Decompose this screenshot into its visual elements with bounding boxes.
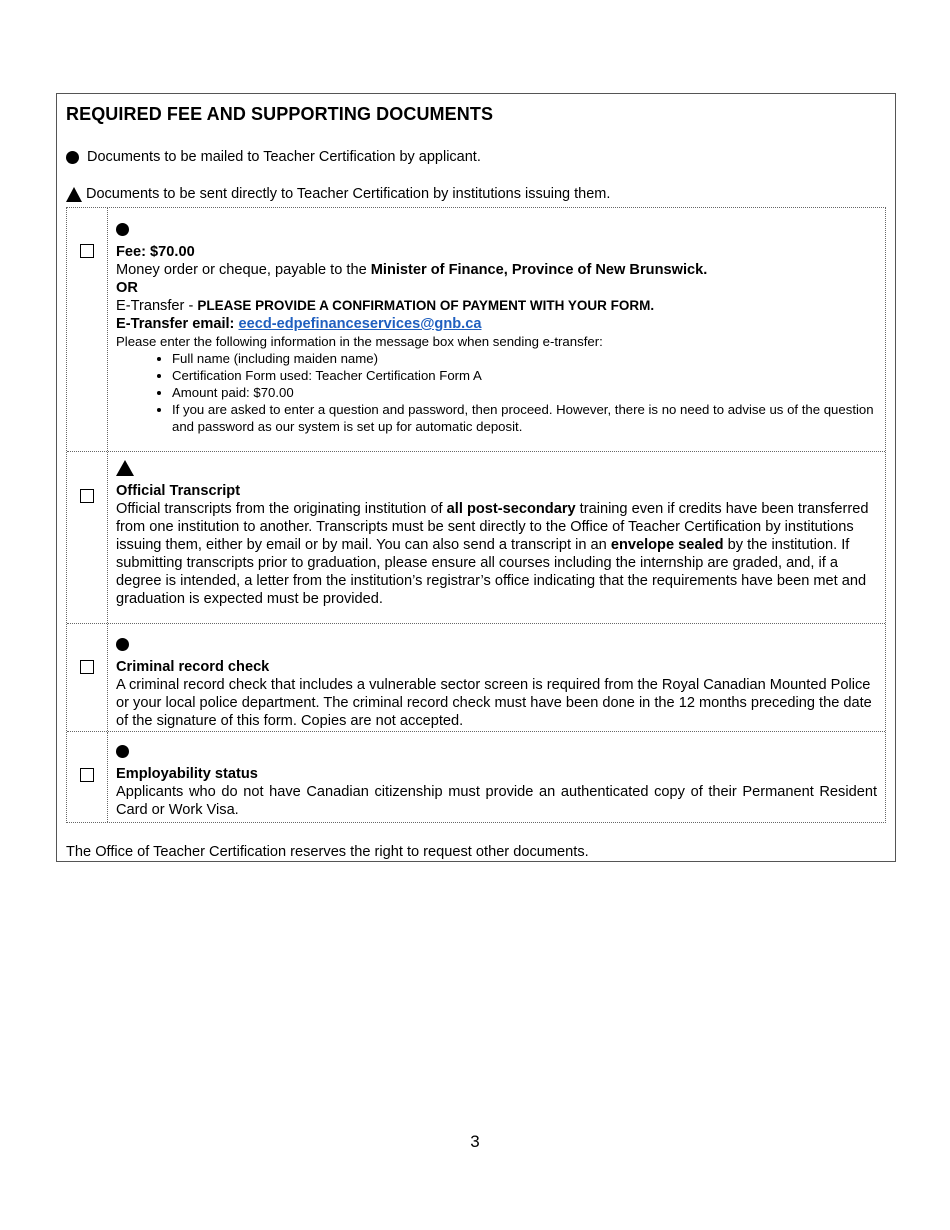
circle-icon — [66, 151, 79, 164]
section-title: REQUIRED FEE AND SUPPORTING DOCUMENTS — [66, 104, 494, 124]
circle-icon — [116, 223, 129, 236]
checkbox-cell — [67, 732, 108, 822]
fee-payee: Minister of Finance, Province of New Brunswick. — [370, 262, 708, 278]
criminal-content — [108, 624, 885, 731]
criminal-heading: Criminal record check — [116, 659, 270, 675]
list-item: • If you are asked to enter a question and password, then proceed. However, there is no need to advise us of the question and password as our system is set up for automatic deposit. — [172, 401, 877, 435]
fee-payment-line — [116, 261, 877, 279]
legend-mailed-text: Documents to be mailed to Teacher Certification by applicant. — [87, 149, 481, 165]
transcript-body — [116, 500, 877, 608]
criminal-body: A criminal record check that includes a vulnerable sector screen is required from the Royal Canadian Mounted Police or your local police department. The criminal record check must have been done in the 12 months preceding the date of the signature of this form. Copies are not accepted. — [116, 677, 872, 729]
fee-or: OR — [116, 280, 138, 296]
legend-mailed — [66, 149, 481, 165]
triangle-icon — [66, 187, 82, 202]
etransfer-email-line — [116, 315, 877, 333]
fee-content — [108, 208, 885, 451]
list-item: • Certification Form used: Teacher Certification Form A — [172, 367, 877, 384]
table-row-employability — [67, 732, 885, 822]
etransfer-instruction: Please enter the following information in the message box when sending e-transfer: — [116, 334, 603, 349]
transcript-checkbox[interactable] — [80, 489, 94, 503]
list-item: • Amount paid: $70.00 — [172, 384, 877, 401]
legend-direct-text: Documents to be sent directly to Teacher Certification by institutions issuing them. — [86, 186, 611, 202]
circle-icon — [116, 638, 129, 651]
fee-checkbox[interactable] — [80, 244, 94, 258]
etransfer-notice: PLEASE PROVIDE A CONFIRMATION OF PAYMENT WITH YOUR FORM. — [197, 298, 655, 313]
table-row-criminal — [67, 624, 885, 732]
etransfer-bullets — [116, 350, 877, 435]
fee-documents-section — [56, 93, 896, 862]
employability-checkbox[interactable] — [80, 768, 94, 782]
transcript-emphasis-2: envelope sealed — [610, 537, 724, 553]
checkbox-cell — [67, 208, 108, 451]
list-item: • Full name (including maiden name) — [172, 350, 877, 367]
transcript-text-2: training even if credits have been transferred from one institution to another. Transcripts must be sent directly to the Office of Teacher Certification by institutions issuing them, either by email or by mail. You can also send a transcript in an — [116, 501, 869, 553]
criminal-checkbox[interactable] — [80, 660, 94, 674]
etransfer-email-link[interactable]: eecd-edpefinanceservices@gnb.ca — [238, 316, 482, 332]
employability-body: Applicants who do not have Canadian citizenship must provide an authenticated copy of their Permanent Resident Card or Work Visa. — [116, 784, 877, 818]
transcript-text-1: Official transcripts from the originating institution of — [116, 501, 447, 517]
circle-icon — [116, 745, 129, 758]
table-row-transcript — [67, 452, 885, 624]
checkbox-cell — [67, 624, 108, 731]
transcript-heading: Official Transcript — [116, 483, 241, 499]
table-row-fee — [67, 208, 885, 452]
documents-table — [66, 207, 886, 823]
etransfer-label: E-Transfer - — [116, 298, 198, 314]
fee-payment-text: Money order or cheque, payable to the — [116, 262, 371, 278]
etransfer-email-label: E-Transfer email: — [116, 316, 239, 332]
transcript-content — [108, 452, 885, 623]
employability-heading: Employability status — [116, 766, 258, 782]
checkbox-cell — [67, 452, 108, 623]
transcript-emphasis-1: all post-secondary — [446, 501, 576, 517]
triangle-icon — [116, 460, 134, 476]
page-number: 3 — [470, 1132, 480, 1151]
employability-content — [108, 732, 885, 822]
transcript-text-3: by the institution. If submitting transcripts prior to graduation, please ensure all courses including the internship are graded, and, if a degree is intended, a letter from the institution’s registrar’s office indicating that the requirements have been met and graduation is expected must be provided. — [116, 537, 867, 607]
footer-note: The Office of Teacher Certification reserves the right to request other documents. — [66, 844, 589, 860]
legend-direct — [66, 186, 610, 202]
etransfer-line — [116, 297, 877, 315]
fee-heading: Fee: $70.00 — [116, 244, 195, 260]
